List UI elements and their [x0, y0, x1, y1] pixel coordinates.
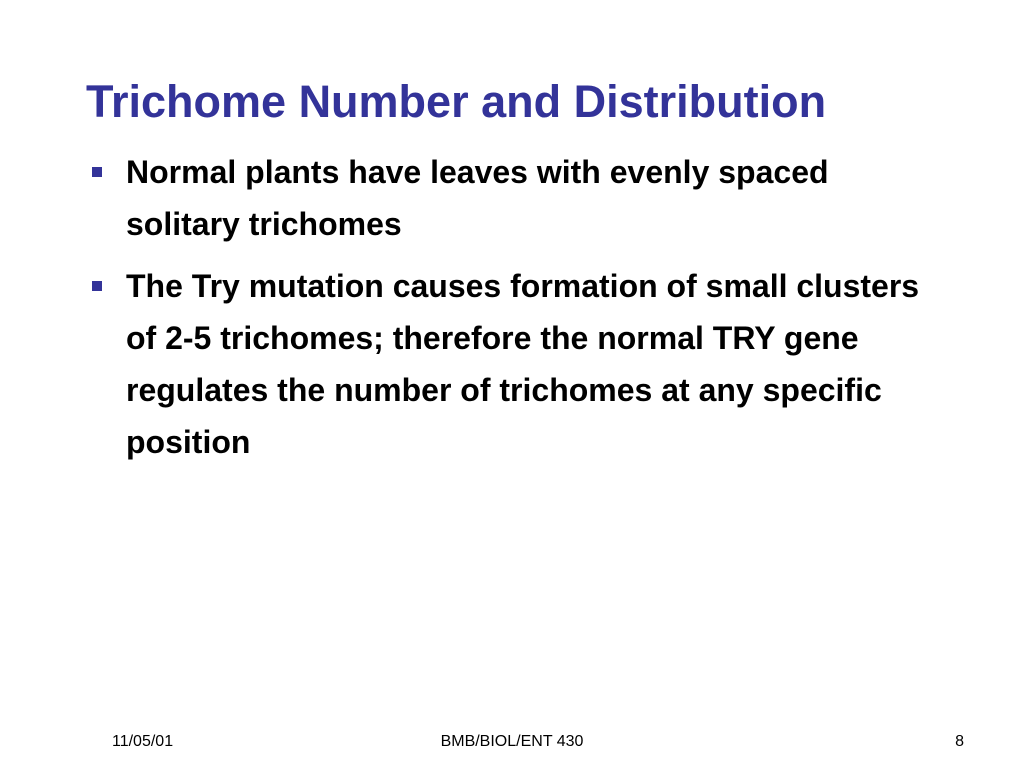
slide-title: Trichome Number and Distribution [86, 76, 827, 127]
bullet-item [86, 146, 946, 250]
bullet-text: The Try mutation causes formation of small clusters of 2-5 trichomes; therefore the normal TRY gene regulates the number of trichomes at any specific position [126, 268, 920, 460]
footer-page-number: 8 [955, 733, 964, 750]
bullet-list [86, 146, 946, 478]
footer-course: BMB/BIOL/ENT 430 [440, 733, 584, 750]
square-bullet-icon [92, 281, 102, 291]
bullet-item [86, 260, 946, 468]
square-bullet-icon [92, 167, 102, 177]
bullet-text: Normal plants have leaves with evenly spaced solitary trichomes [126, 154, 829, 242]
footer-date: 11/05/01 [112, 733, 174, 750]
